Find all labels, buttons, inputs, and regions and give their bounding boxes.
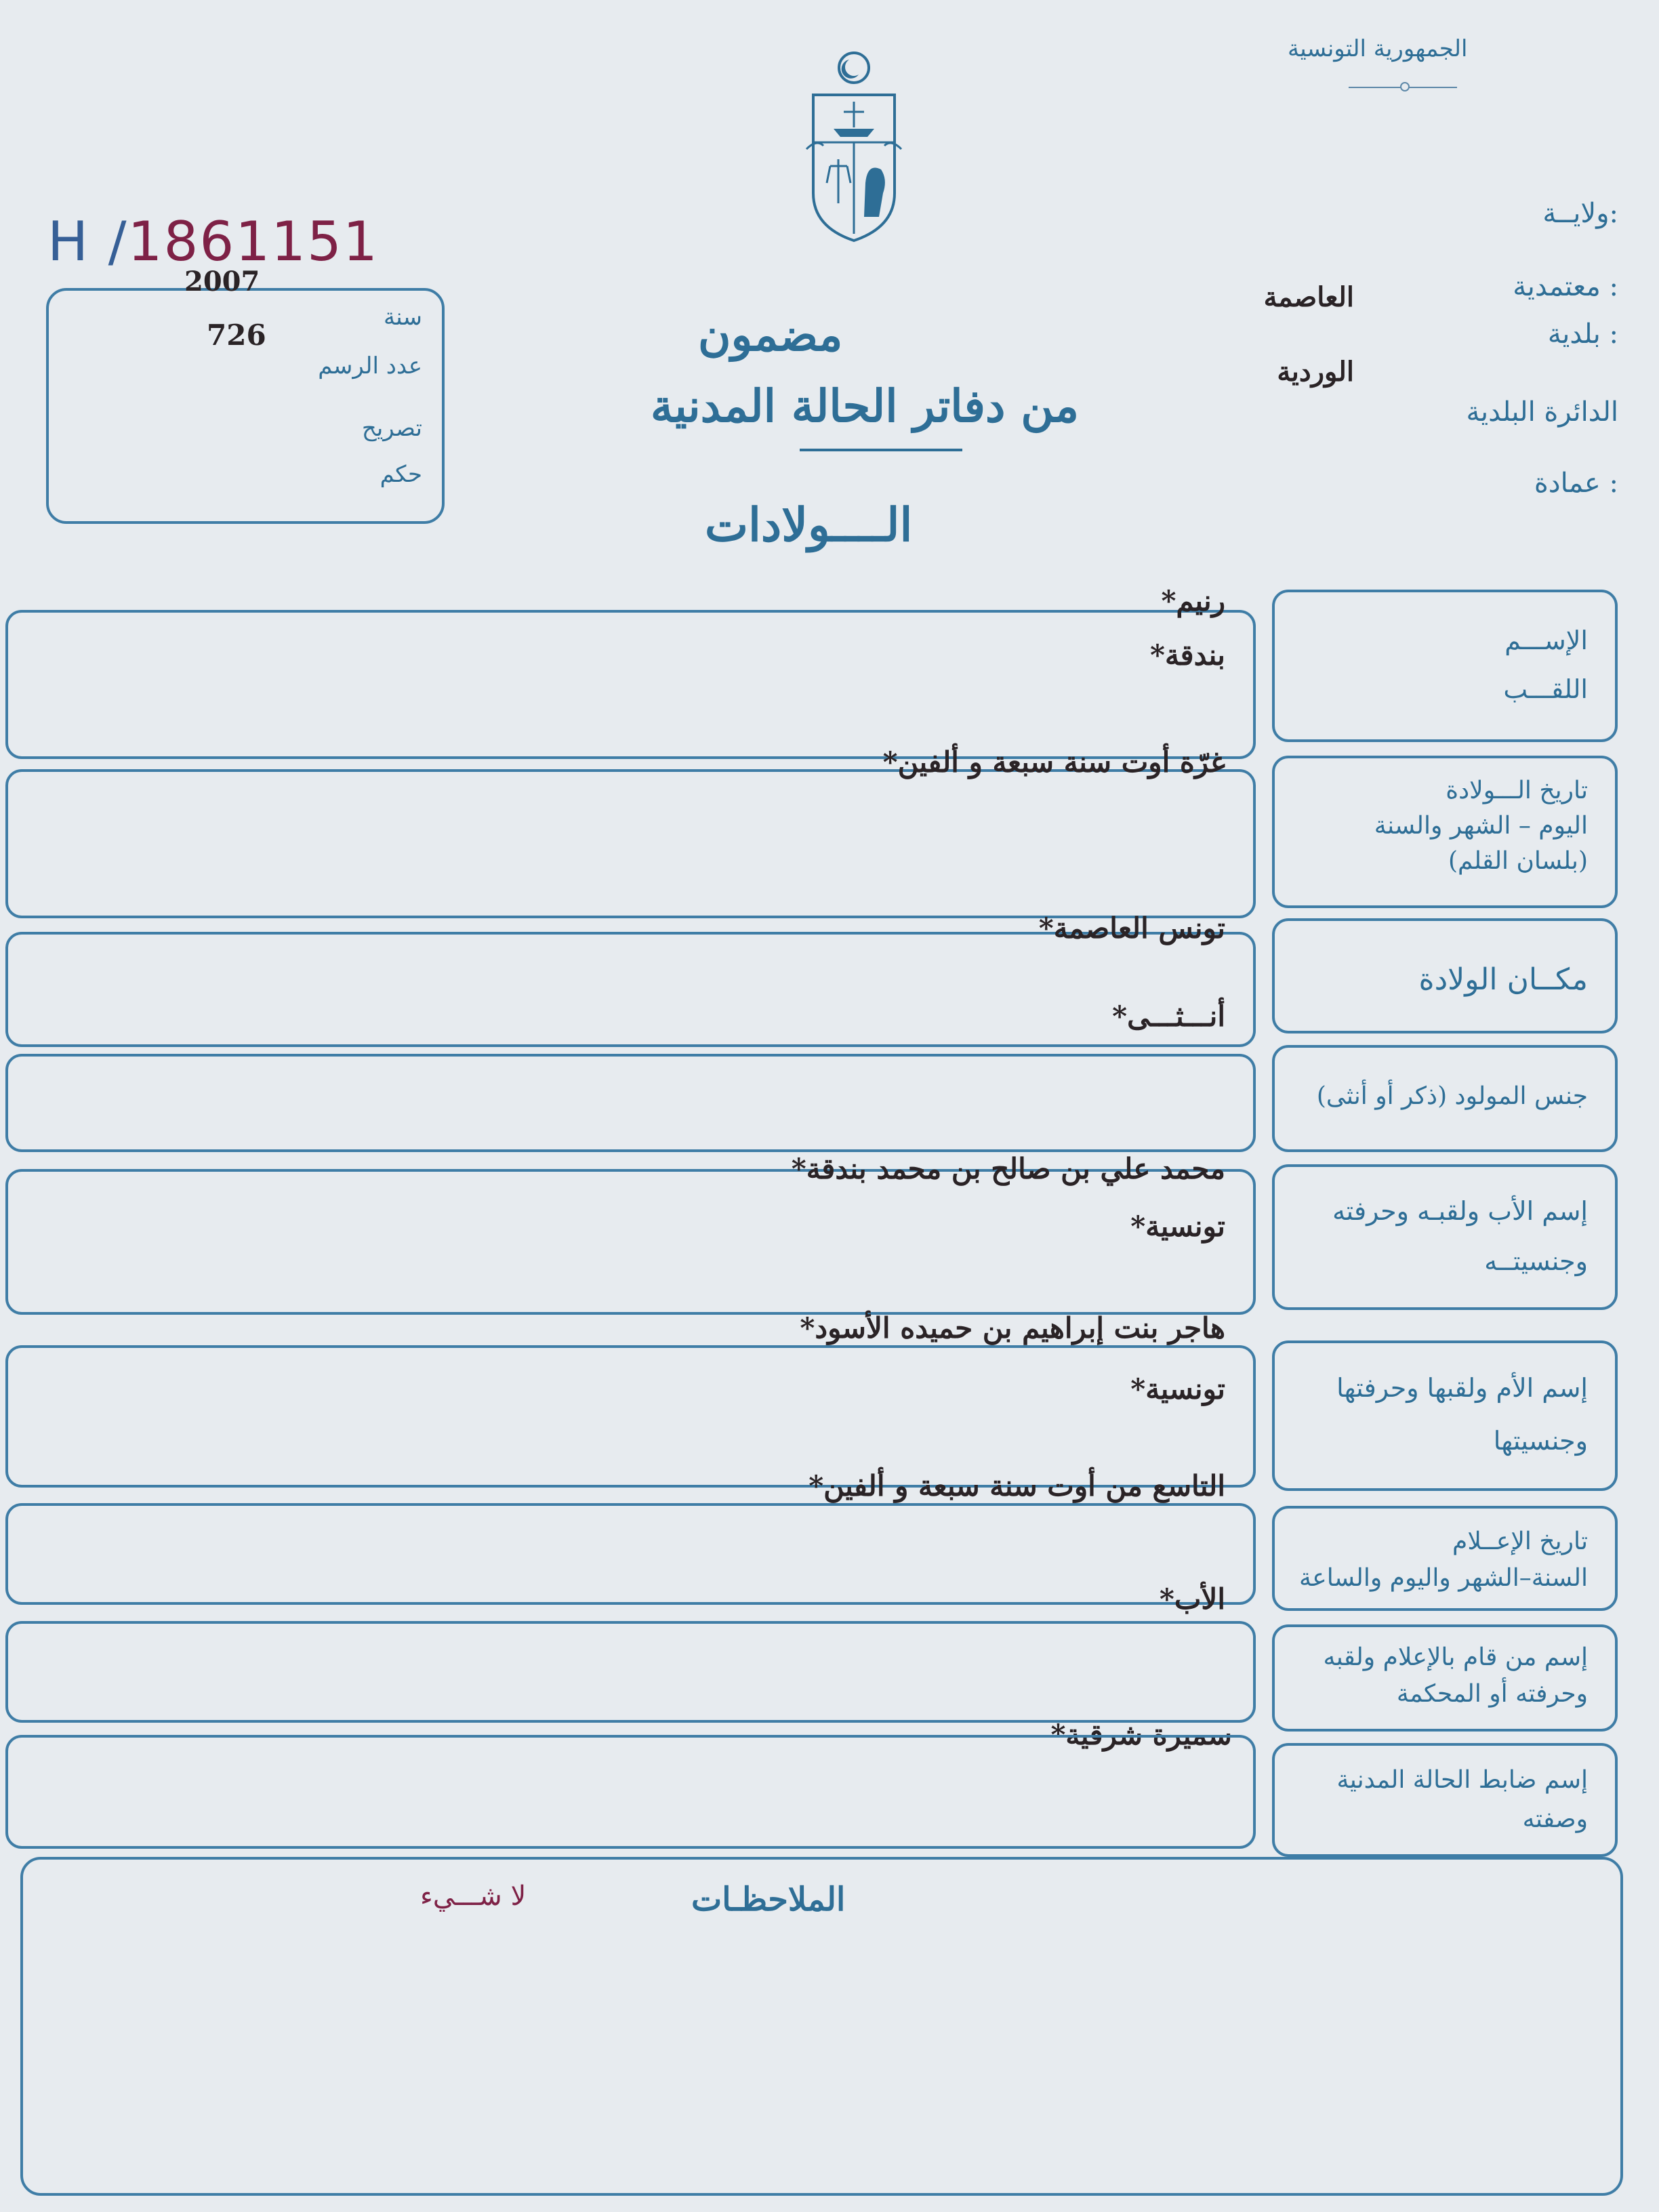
serial-prefix: H /	[47, 210, 128, 273]
serial-number	[47, 210, 379, 273]
row-declarant-value-box	[5, 1621, 1256, 1723]
remarks-label: الملاحظـات	[691, 1881, 846, 1919]
label-declarant-sub: وحرفته أو المحكمة	[1396, 1680, 1588, 1708]
label-father-nationality: وجنسيتــه	[1484, 1246, 1588, 1277]
value-father-name: محمد علي بن صالح بن محمد بندقة*	[791, 1152, 1225, 1185]
baladiya-value: الوردية	[1277, 356, 1354, 388]
register-year-label: سنة	[384, 304, 422, 331]
value-birthplace: تونس العاصمة*	[1038, 912, 1225, 945]
row-officer-value-box	[5, 1735, 1256, 1849]
label-gender: جنس المولود (ذكر أو أنثى)	[1316, 1082, 1588, 1110]
mutamadiya-label: معتمدية :	[1513, 271, 1618, 302]
row-birthdate-value-box	[5, 769, 1256, 918]
label-officer: إسم ضابط الحالة المدنية	[1336, 1766, 1588, 1794]
row-gender-value-box	[5, 1054, 1256, 1152]
value-declaration-date: التاسع من أوت سنة سبعة و ألفين*	[808, 1469, 1225, 1502]
label-birthplace: مكــان الولادة	[1418, 962, 1588, 997]
value-first-name: رنيم*	[1161, 584, 1225, 617]
wilaya-label: ولايــة:	[1542, 198, 1618, 229]
register-number-value: 726	[207, 319, 266, 352]
row-declaration-date-label-box	[1272, 1506, 1618, 1611]
district-label: الدائرة البلدية	[1466, 396, 1618, 428]
label-birthdate: تاريخ الـــولادة	[1446, 777, 1588, 804]
register-declaration-label: تصريح	[361, 415, 422, 442]
republic-header: الجمهورية التونسية	[1288, 35, 1468, 62]
tunisia-coat-of-arms-icon	[803, 47, 905, 247]
register-number-label: عدد الرسم	[318, 352, 422, 380]
label-name: الإســـم	[1504, 626, 1588, 655]
row-name-value-box	[5, 610, 1256, 759]
value-declarant: الأب*	[1159, 1582, 1225, 1616]
label-birthdate-words: (بلسان القلم)	[1448, 847, 1588, 876]
baladiya-label: بلدية :	[1547, 319, 1618, 350]
value-birthdate: غرّة أوت سنة سبعة و ألفين*	[882, 745, 1225, 779]
title-underline	[800, 449, 962, 451]
label-birthdate-sub: اليوم – الشهر والسنة	[1374, 812, 1588, 840]
label-father: إسم الأب ولقبـه وحرفته	[1332, 1196, 1588, 1226]
label-surname: اللقـــب	[1503, 674, 1588, 705]
row-birthdate-label-box	[1272, 756, 1618, 908]
row-mother-label-box	[1272, 1340, 1618, 1491]
value-mother-nationality: تونسية*	[1130, 1372, 1225, 1406]
serial-digits: 1861151	[127, 210, 379, 273]
label-mother: إسم الأم ولقبها وحرفتها	[1336, 1373, 1588, 1403]
row-gender-label-box	[1272, 1045, 1618, 1152]
row-name-label-box	[1272, 590, 1618, 742]
mutamadiya-value: العاصمة	[1263, 281, 1354, 313]
value-surname: بندقة*	[1150, 638, 1225, 672]
row-birthplace-label-box	[1272, 918, 1618, 1033]
label-declaration-date-sub: السنة–الشهر واليوم والساعة	[1298, 1564, 1588, 1592]
label-mother-nationality: وجنسيتها	[1493, 1425, 1588, 1456]
row-mother-value-box	[5, 1345, 1256, 1488]
row-declarant-label-box	[1272, 1624, 1618, 1732]
remarks-value: لا شـــيء	[420, 1881, 527, 1912]
row-father-label-box	[1272, 1164, 1618, 1310]
label-declaration-date: تاريخ الإعــلام	[1452, 1528, 1588, 1555]
republic-underline-dot	[1400, 82, 1410, 91]
row-father-value-box	[5, 1169, 1256, 1315]
label-declarant: إسم من قام بالإعلام ولقبه	[1323, 1643, 1588, 1671]
row-officer-label-box	[1272, 1743, 1618, 1857]
row-declaration-date-value-box	[5, 1503, 1256, 1605]
value-gender: أنـــثـــى*	[1112, 1000, 1225, 1033]
row-birthplace-value-box	[5, 932, 1256, 1047]
title-civil-registers: من دفاتر الحالة المدنية	[651, 380, 1079, 432]
label-officer-sub: وصفته	[1522, 1805, 1588, 1833]
value-officer: سميرة شرقية*	[1050, 1718, 1232, 1751]
register-year-value: 2007	[184, 266, 260, 298]
register-judgment-label: حكم	[380, 461, 422, 488]
omda-label: عمادة :	[1534, 468, 1618, 499]
title-extract: مضمون	[698, 308, 843, 361]
value-mother-name: هاجر بنت إبراهيم بن حميده الأسود*	[800, 1311, 1225, 1345]
title-births: الــــولادات	[705, 498, 913, 552]
value-father-nationality: تونسية*	[1130, 1210, 1225, 1243]
